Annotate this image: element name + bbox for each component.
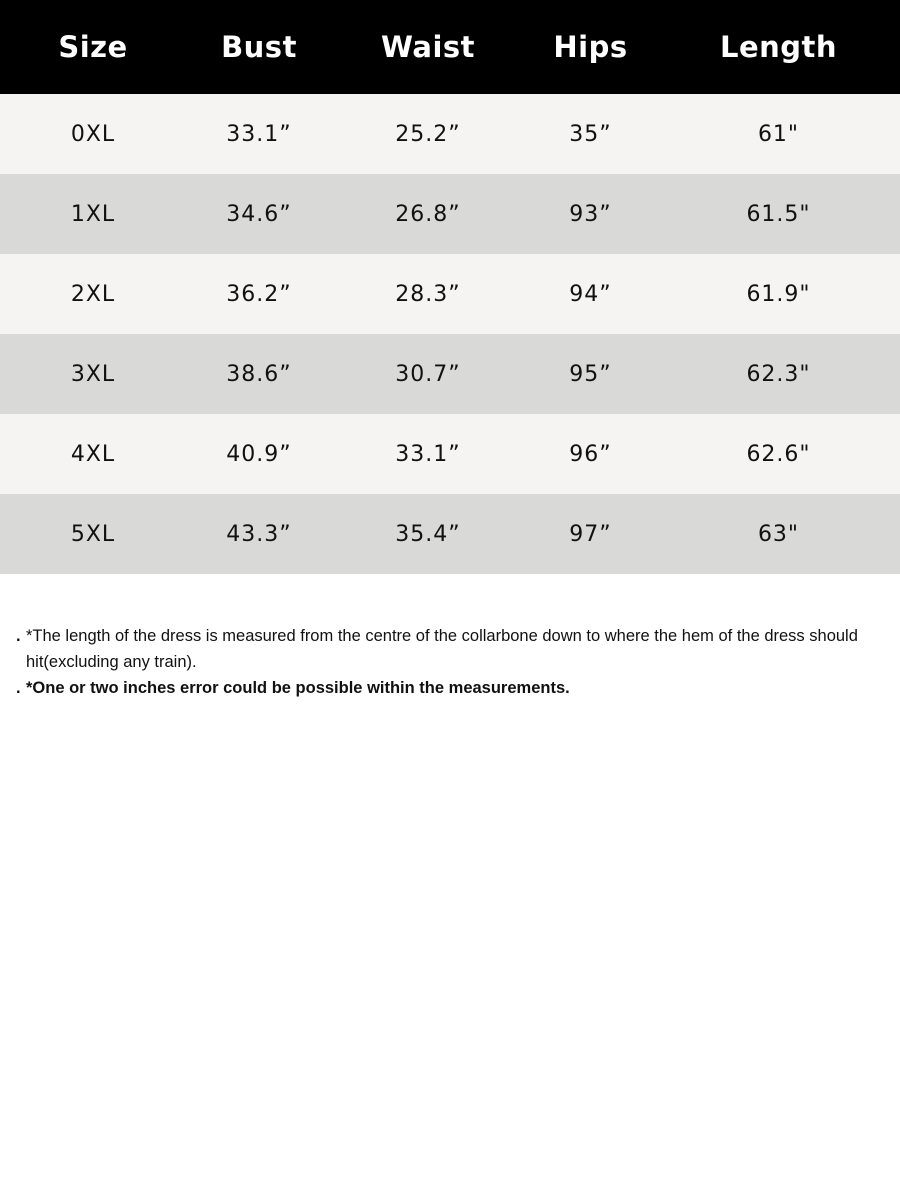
cell-length: 61.5"	[746, 201, 811, 227]
cell-waist: 28.3”	[395, 281, 461, 307]
cell-hips: 97”	[569, 521, 612, 547]
bullet-icon: .	[16, 679, 21, 697]
cell-bust: 40.9”	[226, 441, 292, 467]
cell-bust: 38.6”	[226, 361, 292, 387]
cell-length: 61"	[757, 121, 800, 147]
table-row	[0, 94, 900, 174]
cell-size: 3XL	[70, 361, 116, 387]
table-row	[0, 334, 900, 414]
cell-waist: 30.7”	[395, 361, 461, 387]
cell-size: 0XL	[70, 121, 116, 147]
size-chart-table	[0, 0, 900, 574]
cell-hips: 96”	[569, 441, 612, 467]
cell-length: 62.3"	[746, 361, 811, 387]
cell-size: 1XL	[70, 201, 116, 227]
cell-hips: 93”	[569, 201, 612, 227]
cell-size: 2XL	[70, 281, 116, 307]
note-text: *The length of the dress is measured from the centre of the collarbone down to where the hem of the dress should hit(excluding any train).	[26, 627, 858, 671]
table-row	[0, 414, 900, 494]
cell-length: 61.9"	[746, 281, 811, 307]
cell-length: 62.6"	[746, 441, 811, 467]
header-length: Length	[719, 30, 838, 64]
cell-hips: 95”	[569, 361, 612, 387]
cell-bust: 34.6”	[226, 201, 292, 227]
table-header-row	[0, 0, 900, 94]
cell-waist: 35.4”	[395, 521, 461, 547]
header-bust: Bust	[221, 30, 297, 64]
cell-bust: 33.1”	[226, 121, 292, 147]
table-row	[0, 494, 900, 574]
cell-waist: 25.2”	[395, 121, 461, 147]
table-row	[0, 254, 900, 334]
cell-size: 5XL	[70, 521, 116, 547]
header-hips: Hips	[553, 30, 628, 64]
header-size: Size	[58, 30, 128, 64]
cell-hips: 35”	[569, 121, 612, 147]
cell-size: 4XL	[70, 441, 116, 467]
header-waist: Waist	[380, 30, 476, 64]
measurement-notes	[16, 623, 886, 701]
cell-hips: 94”	[569, 281, 612, 307]
cell-length: 63"	[757, 521, 800, 547]
cell-bust: 43.3”	[226, 521, 292, 547]
note-item-error	[16, 675, 886, 701]
table-row	[0, 174, 900, 254]
cell-waist: 33.1”	[395, 441, 461, 467]
note-text: *One or two inches error could be possible within the measurements.	[26, 679, 570, 697]
bullet-icon: .	[16, 627, 21, 645]
cell-waist: 26.8”	[395, 201, 461, 227]
cell-bust: 36.2”	[226, 281, 292, 307]
note-item-length	[16, 623, 886, 675]
